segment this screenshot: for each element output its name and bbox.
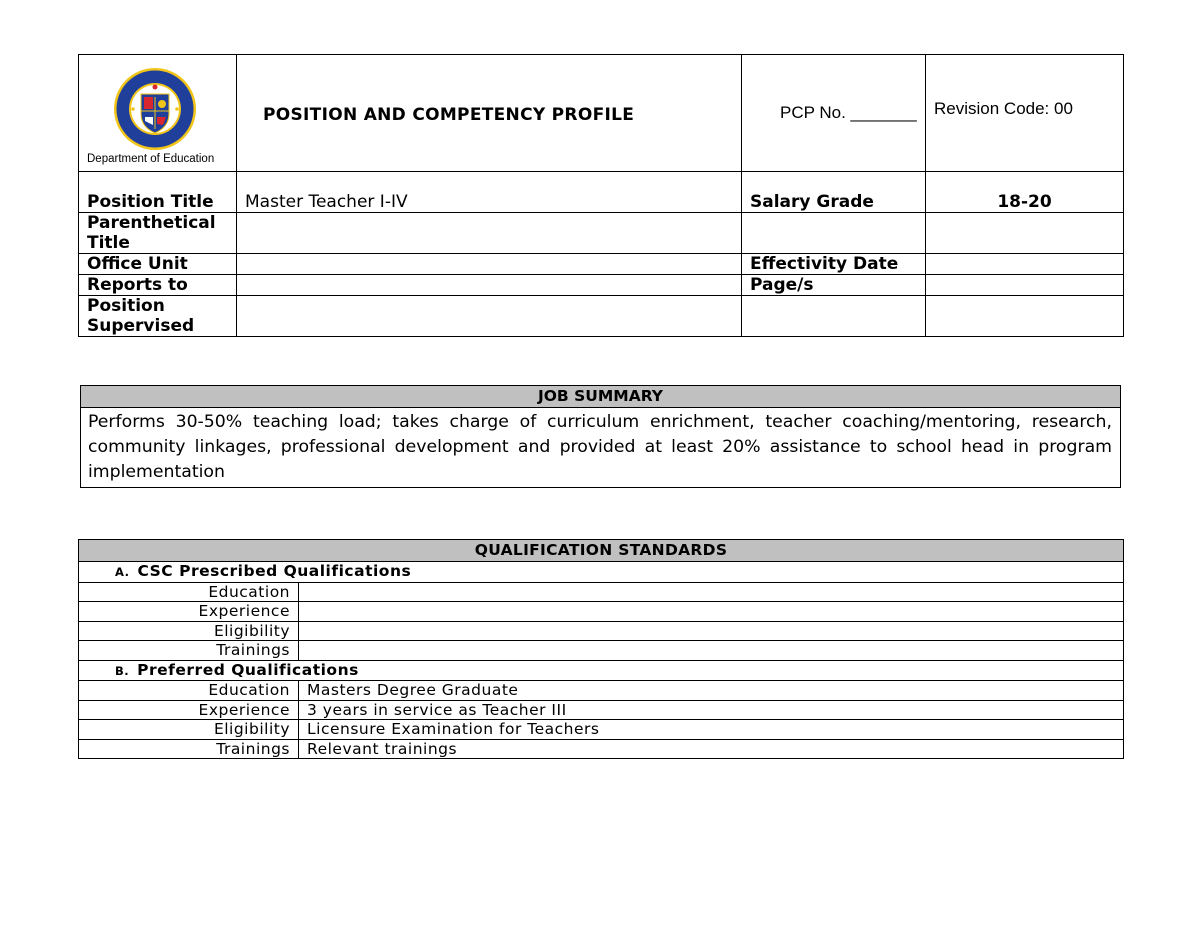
- table-row: [79, 641, 1124, 661]
- job-summary-heading: JOB SUMMARY: [81, 386, 1120, 408]
- document-title: POSITION AND COMPETENCY PROFILE: [237, 55, 742, 172]
- blank-cell: [742, 296, 926, 337]
- csc-eligibility-value: [299, 621, 1124, 641]
- logo-cell: [79, 55, 237, 172]
- table-row: [79, 602, 1124, 622]
- position-title-label: Position Title: [79, 172, 237, 213]
- salary-grade-label: Salary Grade: [742, 172, 926, 213]
- office-unit-value: [237, 254, 742, 275]
- csc-qualifications-section: [79, 562, 1124, 583]
- deped-seal-icon: [113, 67, 197, 151]
- preferred-qualifications-section: [79, 660, 1124, 681]
- title-row: [79, 55, 1124, 172]
- profile-header-table: [78, 54, 1124, 337]
- parenthetical-title-row: [79, 213, 1124, 254]
- pcp-number-label: PCP No. _______: [742, 55, 926, 172]
- csc-experience-label: Experience: [79, 602, 299, 622]
- qualification-standards-heading: QUALIFICATION STANDARDS: [79, 540, 1124, 562]
- blank-cell: [742, 213, 926, 254]
- table-row: [79, 681, 1124, 701]
- effectivity-date-label: Effectivity Date: [742, 254, 926, 275]
- table-row: [79, 739, 1124, 759]
- preferred-education-value: Masters Degree Graduate: [299, 681, 1124, 701]
- csc-education-value: [299, 582, 1124, 602]
- preferred-trainings-label: Trainings: [79, 739, 299, 759]
- table-row: [79, 582, 1124, 602]
- csc-education-label: Education: [79, 582, 299, 602]
- preferred-trainings-value: Relevant trainings: [299, 739, 1124, 759]
- reports-to-row: [79, 275, 1124, 296]
- position-supervised-row: [79, 296, 1124, 337]
- department-label: Department of Education: [87, 153, 215, 165]
- preferred-eligibility-label: Eligibility: [79, 720, 299, 740]
- section-title: Preferred Qualifications: [137, 660, 359, 679]
- pages-label: Page/s: [742, 275, 926, 296]
- reports-to-value: [237, 275, 742, 296]
- position-supervised-value: [237, 296, 742, 337]
- blank-cell: [926, 296, 1124, 337]
- blank-cell: [926, 213, 1124, 254]
- preferred-education-label: Education: [79, 681, 299, 701]
- position-title-value: Master Teacher I-IV: [237, 172, 742, 213]
- preferred-experience-value: 3 years in service as Teacher III: [299, 700, 1124, 720]
- table-row: [79, 621, 1124, 641]
- section-letter: A.: [115, 565, 130, 579]
- csc-experience-value: [299, 602, 1124, 622]
- revision-code-label: Revision Code: 00: [926, 55, 1124, 172]
- table-row: [79, 720, 1124, 740]
- job-summary-text: Performs 30-50% teaching load; takes charge of curriculum enrichment, teacher coaching/mentoring, research, community linkages, professional development and provided at least 20% assistance to school head in program implementation: [88, 412, 1112, 482]
- csc-trainings-value: [299, 641, 1124, 661]
- effectivity-date-value: [926, 254, 1124, 275]
- office-unit-row: [79, 254, 1124, 275]
- preferred-experience-label: Experience: [79, 700, 299, 720]
- csc-eligibility-label: Eligibility: [79, 621, 299, 641]
- table-row: [79, 700, 1124, 720]
- section-letter: B.: [115, 663, 130, 678]
- job-summary-box: [80, 385, 1121, 488]
- salary-grade-value: 18-20: [926, 172, 1124, 213]
- qualification-standards-table: [78, 539, 1124, 759]
- csc-trainings-label: Trainings: [79, 641, 299, 661]
- office-unit-label: Office Unit: [79, 254, 237, 275]
- section-title: CSC Prescribed Qualifications: [137, 562, 412, 580]
- position-supervised-label: Position Supervised: [79, 296, 237, 337]
- reports-to-label: Reports to: [79, 275, 237, 296]
- parenthetical-title-label: Parenthetical Title: [79, 213, 237, 254]
- position-title-row: [79, 172, 1124, 213]
- parenthetical-title-value: [237, 213, 742, 254]
- pages-value: [926, 275, 1124, 296]
- preferred-eligibility-value: Licensure Examination for Teachers: [299, 720, 1124, 740]
